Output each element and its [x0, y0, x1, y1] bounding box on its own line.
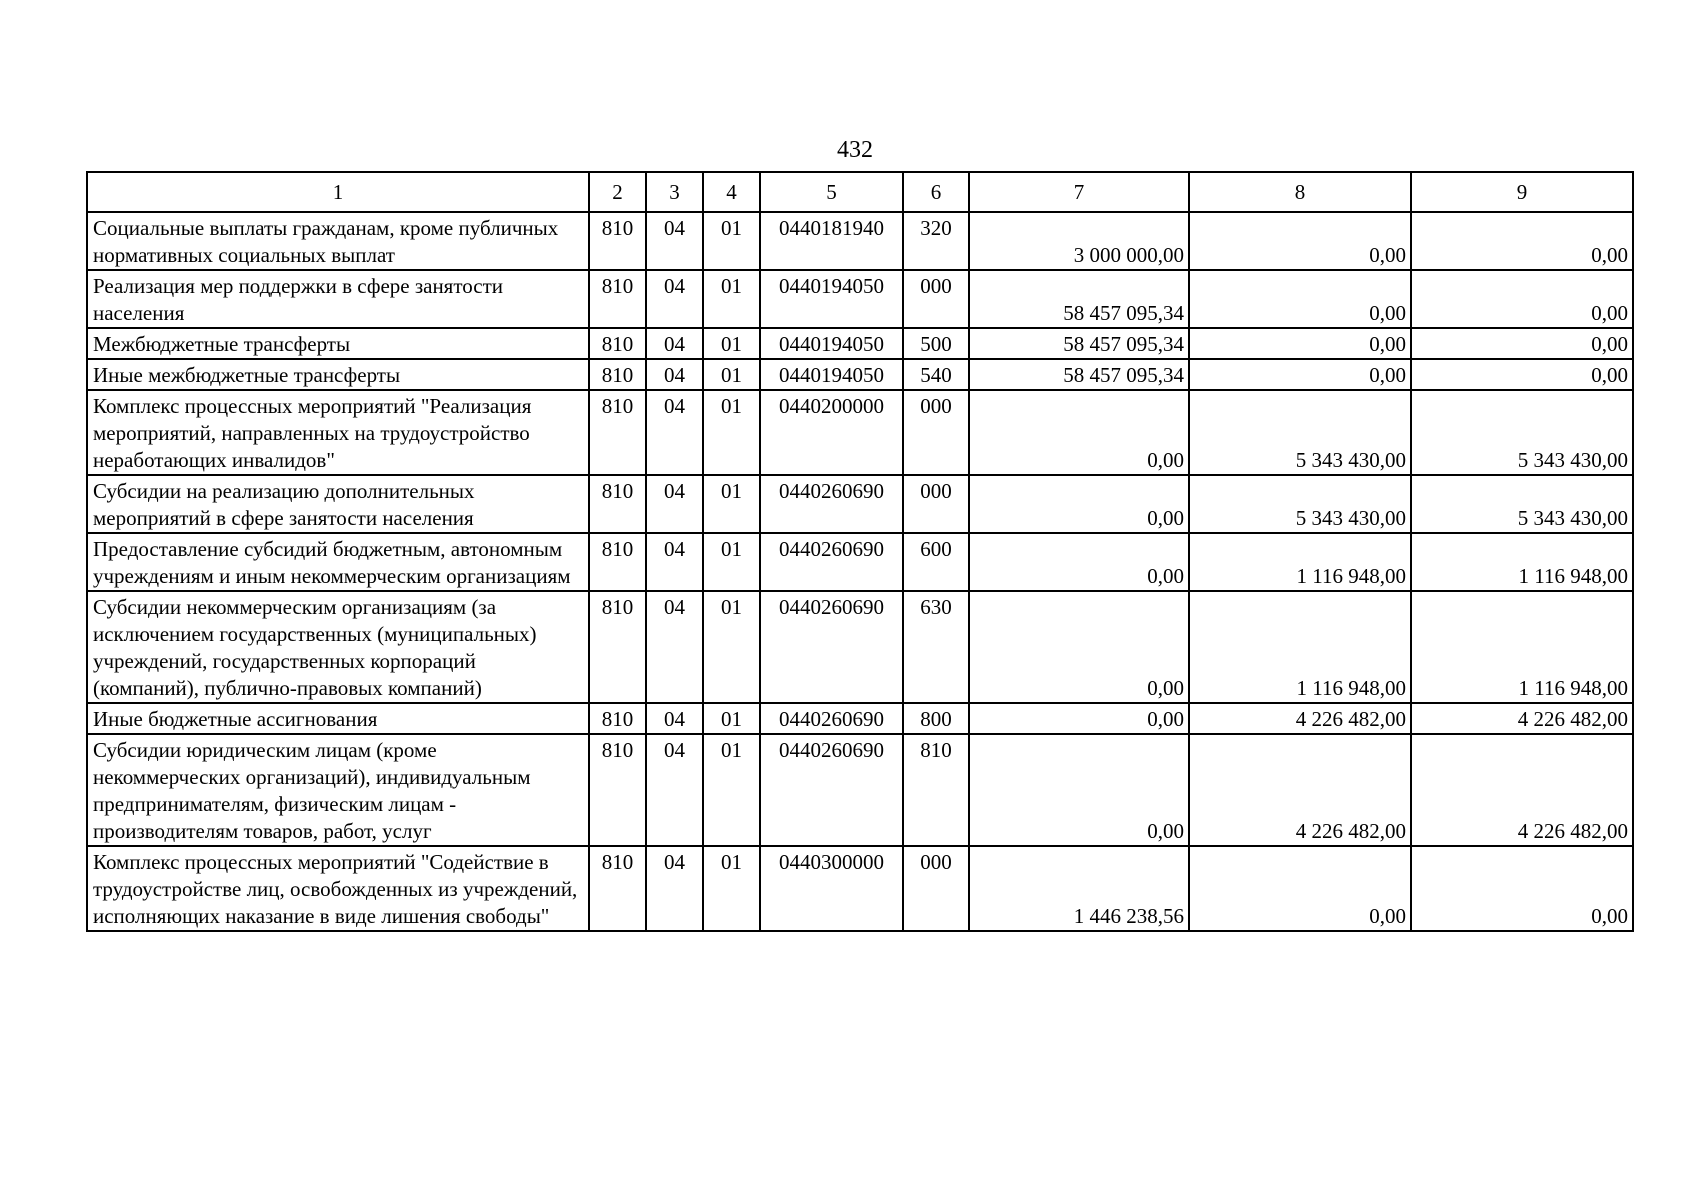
expense-type-code: 500 [903, 328, 969, 359]
section-code: 04 [646, 591, 703, 703]
subsection-code: 01 [703, 390, 760, 475]
row-name: Социальные выплаты гражданам, кроме публичных нормативных социальных выплат [87, 212, 589, 270]
subsection-code: 01 [703, 212, 760, 270]
header-row [87, 172, 1633, 212]
row-name: Реализация мер поддержки в сфере занятости населения [87, 270, 589, 328]
amount-col-8: 5 343 430,00 [1189, 475, 1411, 533]
table-row [87, 270, 1633, 328]
header-col-9: 9 [1411, 172, 1633, 212]
amount-col-9: 0,00 [1411, 212, 1633, 270]
amount-col-8: 1 116 948,00 [1189, 533, 1411, 591]
budget-table [86, 171, 1634, 932]
subsection-code: 01 [703, 703, 760, 734]
header-col-6: 6 [903, 172, 969, 212]
amount-col-9: 0,00 [1411, 846, 1633, 931]
amount-col-8: 4 226 482,00 [1189, 703, 1411, 734]
row-name: Комплекс процессных мероприятий "Содействие в трудоустройстве лиц, освобожденных из учреждений, исполняющих наказание в виде лишения свободы" [87, 846, 589, 931]
table-row [87, 846, 1633, 931]
section-code: 04 [646, 359, 703, 390]
target-article-code: 0440200000 [760, 390, 903, 475]
amount-col-8: 0,00 [1189, 328, 1411, 359]
amount-col-7: 1 446 238,56 [969, 846, 1189, 931]
row-name: Иные межбюджетные трансферты [87, 359, 589, 390]
expense-type-code: 540 [903, 359, 969, 390]
subsection-code: 01 [703, 846, 760, 931]
ministry-code: 810 [589, 703, 646, 734]
expense-type-code: 630 [903, 591, 969, 703]
target-article-code: 0440194050 [760, 359, 903, 390]
ministry-code: 810 [589, 533, 646, 591]
header-col-3: 3 [646, 172, 703, 212]
row-name: Межбюджетные трансферты [87, 328, 589, 359]
ministry-code: 810 [589, 270, 646, 328]
target-article-code: 0440260690 [760, 703, 903, 734]
subsection-code: 01 [703, 533, 760, 591]
amount-col-8: 0,00 [1189, 212, 1411, 270]
row-name: Комплекс процессных мероприятий "Реализация мероприятий, направленных на трудоустройство неработающих инвалидов" [87, 390, 589, 475]
amount-col-7: 58 457 095,34 [969, 270, 1189, 328]
ministry-code: 810 [589, 359, 646, 390]
page-number: 432 [837, 137, 873, 163]
header-col-4: 4 [703, 172, 760, 212]
ministry-code: 810 [589, 475, 646, 533]
amount-col-8: 1 116 948,00 [1189, 591, 1411, 703]
table-row [87, 703, 1633, 734]
expense-type-code: 000 [903, 846, 969, 931]
section-code: 04 [646, 390, 703, 475]
header-col-2: 2 [589, 172, 646, 212]
amount-col-7: 3 000 000,00 [969, 212, 1189, 270]
section-code: 04 [646, 734, 703, 846]
amount-col-9: 4 226 482,00 [1411, 703, 1633, 734]
section-code: 04 [646, 212, 703, 270]
subsection-code: 01 [703, 328, 760, 359]
expense-type-code: 600 [903, 533, 969, 591]
expense-type-code: 320 [903, 212, 969, 270]
section-code: 04 [646, 270, 703, 328]
amount-col-7: 0,00 [969, 533, 1189, 591]
amount-col-9: 5 343 430,00 [1411, 475, 1633, 533]
expense-type-code: 800 [903, 703, 969, 734]
table-row [87, 212, 1633, 270]
section-code: 04 [646, 328, 703, 359]
amount-col-8: 0,00 [1189, 846, 1411, 931]
section-code: 04 [646, 846, 703, 931]
amount-col-8: 0,00 [1189, 270, 1411, 328]
amount-col-7: 58 457 095,34 [969, 359, 1189, 390]
target-article-code: 0440260690 [760, 734, 903, 846]
amount-col-7: 58 457 095,34 [969, 328, 1189, 359]
amount-col-9: 5 343 430,00 [1411, 390, 1633, 475]
table-row [87, 734, 1633, 846]
expense-type-code: 000 [903, 475, 969, 533]
subsection-code: 01 [703, 734, 760, 846]
subsection-code: 01 [703, 475, 760, 533]
subsection-code: 01 [703, 591, 760, 703]
table-row [87, 533, 1633, 591]
subsection-code: 01 [703, 270, 760, 328]
target-article-code: 0440194050 [760, 270, 903, 328]
amount-col-9: 4 226 482,00 [1411, 734, 1633, 846]
section-code: 04 [646, 475, 703, 533]
amount-col-8: 0,00 [1189, 359, 1411, 390]
amount-col-8: 5 343 430,00 [1189, 390, 1411, 475]
row-name: Субсидии некоммерческим организациям (за исключением государственных (муниципальных) учреждений, государственных корпораций (компаний), публично-правовых компаний) [87, 591, 589, 703]
amount-col-9: 0,00 [1411, 270, 1633, 328]
target-article-code: 0440260690 [760, 591, 903, 703]
amount-col-7: 0,00 [969, 475, 1189, 533]
expense-type-code: 810 [903, 734, 969, 846]
table-row [87, 591, 1633, 703]
header-col-7: 7 [969, 172, 1189, 212]
target-article-code: 0440260690 [760, 475, 903, 533]
amount-col-7: 0,00 [969, 591, 1189, 703]
row-name: Субсидии юридическим лицам (кроме некоммерческих организаций), индивидуальным предпринимателям, физическим лицам - производителям товаров, работ, услуг [87, 734, 589, 846]
table-row [87, 390, 1633, 475]
amount-col-9: 0,00 [1411, 328, 1633, 359]
target-article-code: 0440194050 [760, 328, 903, 359]
amount-col-9: 1 116 948,00 [1411, 591, 1633, 703]
ministry-code: 810 [589, 212, 646, 270]
table-row [87, 475, 1633, 533]
target-article-code: 0440260690 [760, 533, 903, 591]
expense-type-code: 000 [903, 390, 969, 475]
header-col-5: 5 [760, 172, 903, 212]
amount-col-9: 0,00 [1411, 359, 1633, 390]
row-name: Предоставление субсидий бюджетным, автономным учреждениям и иным некоммерческим организациям [87, 533, 589, 591]
header-col-1: 1 [87, 172, 589, 212]
ministry-code: 810 [589, 591, 646, 703]
table-row [87, 328, 1633, 359]
target-article-code: 0440181940 [760, 212, 903, 270]
row-name: Субсидии на реализацию дополнительных мероприятий в сфере занятости населения [87, 475, 589, 533]
amount-col-7: 0,00 [969, 703, 1189, 734]
target-article-code: 0440300000 [760, 846, 903, 931]
amount-col-9: 1 116 948,00 [1411, 533, 1633, 591]
amount-col-7: 0,00 [969, 734, 1189, 846]
amount-col-7: 0,00 [969, 390, 1189, 475]
ministry-code: 810 [589, 846, 646, 931]
ministry-code: 810 [589, 328, 646, 359]
subsection-code: 01 [703, 359, 760, 390]
amount-col-8: 4 226 482,00 [1189, 734, 1411, 846]
expense-type-code: 000 [903, 270, 969, 328]
header-col-8: 8 [1189, 172, 1411, 212]
ministry-code: 810 [589, 390, 646, 475]
ministry-code: 810 [589, 734, 646, 846]
section-code: 04 [646, 703, 703, 734]
section-code: 04 [646, 533, 703, 591]
row-name: Иные бюджетные ассигнования [87, 703, 589, 734]
table-row [87, 359, 1633, 390]
